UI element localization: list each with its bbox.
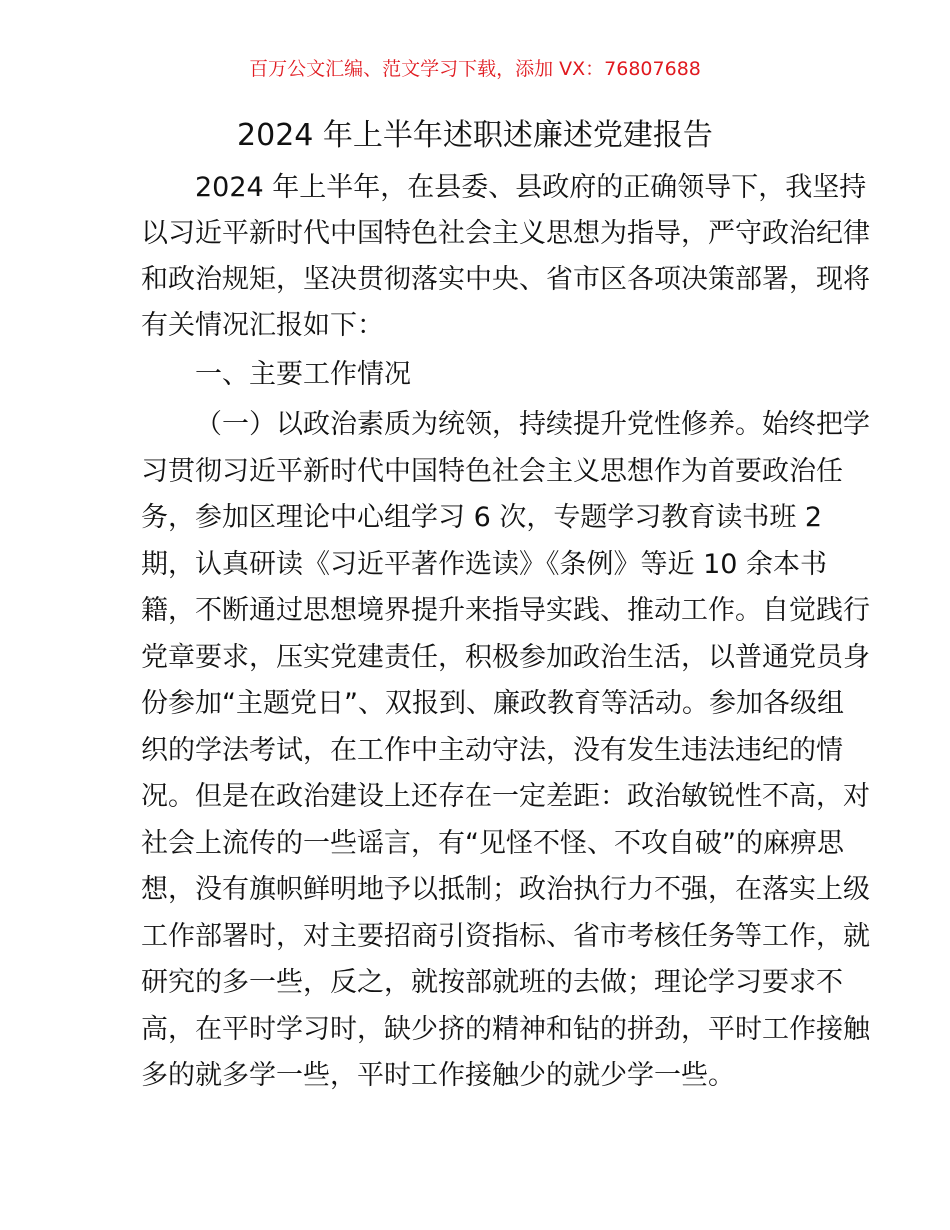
paragraph-line: 想，没有旗帜鲜明地予以抵制；政治执行力不强，在落实上级 xyxy=(141,874,870,905)
paragraph-line: 籍，不断通过思想境界提升来指导实践、推动工作。自觉践行 xyxy=(141,595,870,626)
paragraph-line: 以习近平新时代中国特色社会主义思想为指导，严守政治纪律 xyxy=(141,218,870,249)
paragraph-line: 社会上流传的一些谣言，有“见怪不怪、不攻自破”的麻痹思 xyxy=(141,827,844,859)
watermark-banner: 百万公文汇编、范文学习下载，添加 VX：76807688 xyxy=(249,58,701,80)
paragraph-line: 份参加“主题党日”、双报到、廉政教育等活动。参加各级组 xyxy=(141,688,844,719)
section-heading xyxy=(141,352,811,398)
paragraph-line: 有关情况汇报如下： xyxy=(141,310,384,341)
paragraph-line: 织的学法考试，在工作中主动守法，没有发生违法违纪的情 xyxy=(141,734,843,766)
paragraph-line: 2024 年上半年，在县委、县政府的正确领导下，我坚持 xyxy=(195,172,867,203)
paragraph-line: 高，在平时学习时，缺少挤的精神和钻的拼劲，平时工作接触 xyxy=(141,1013,870,1045)
paragraph-line: 习贯彻习近平新时代中国特色社会主义思想作为首要政治任 xyxy=(141,455,843,487)
intro-paragraph xyxy=(141,165,870,349)
body-paragraph xyxy=(141,402,870,1100)
paragraph-line: 研究的多一些，反之，就按部就班的去做；理论学习要求不 xyxy=(141,967,843,998)
paragraph-line: （一）以政治素质为统领，持续提升党性修养。始终把学 xyxy=(195,409,870,440)
paragraph-line: 务，参加区理论中心组学习 6 次，专题学习教育读书班 2 xyxy=(141,502,823,533)
paragraph-line: 况。但是在政治建设上还存在一定差距：政治敏锐性不高，对 xyxy=(141,781,870,812)
paragraph-line: 期，认真研读《习近平著作选读》《条例》等近 10 余本书 xyxy=(141,548,828,580)
paragraph-line: 工作部署时，对主要招商引资指标、省市考核任务等工作，就 xyxy=(141,920,870,952)
document-title: 2024 年上半年述职述廉述党建报告 xyxy=(237,118,713,153)
paragraph-line: 多的就多学一些，平时工作接触少的就少学一些。 xyxy=(141,1060,735,1091)
paragraph-line: 党章要求，压实党建责任，积极参加政治生活，以普通党员身 xyxy=(141,641,870,673)
paragraph-line: 和政治规矩，坚决贯彻落实中央、省市区各项决策部署，现将 xyxy=(141,264,870,295)
section-heading-text: 一、主要工作情况 xyxy=(195,359,411,390)
